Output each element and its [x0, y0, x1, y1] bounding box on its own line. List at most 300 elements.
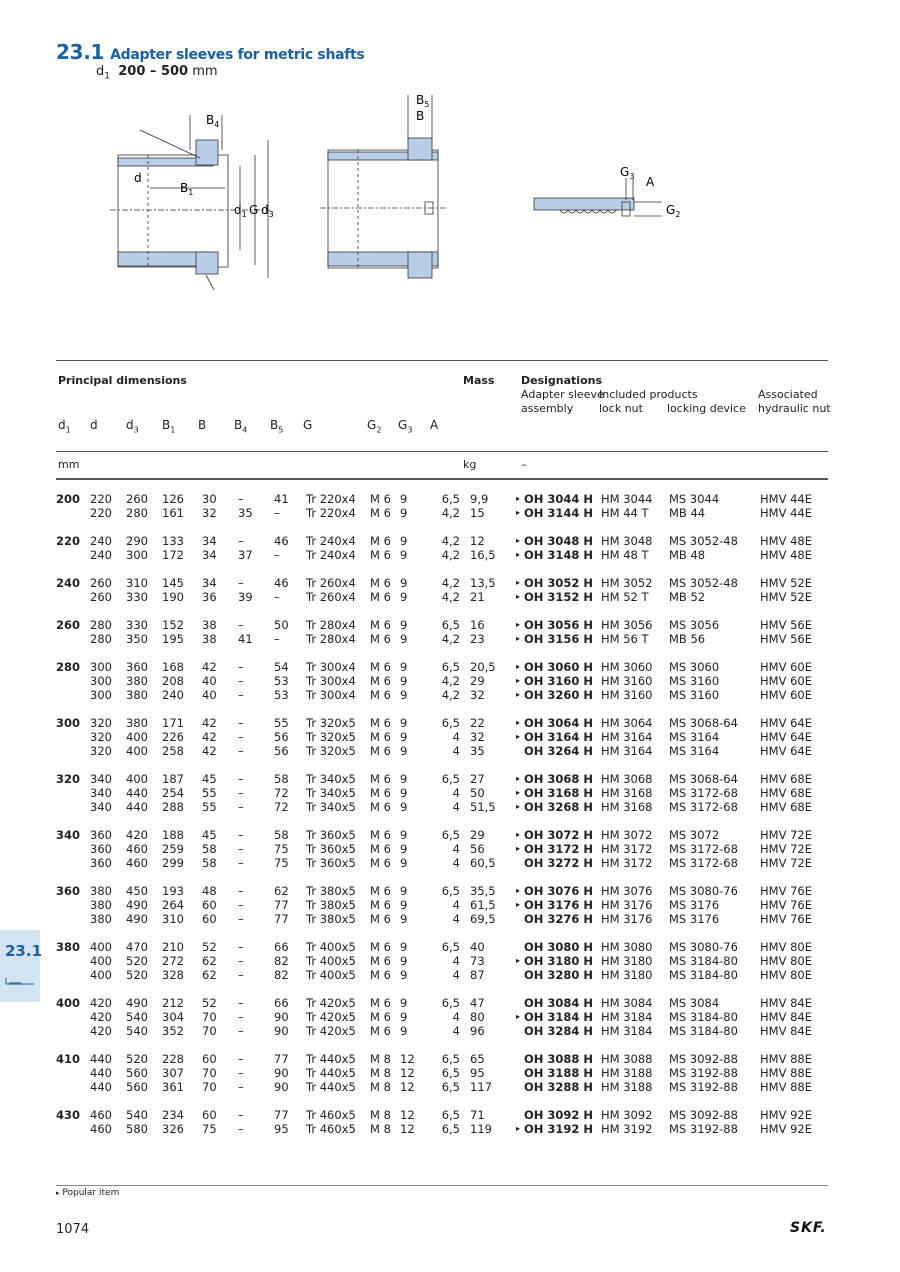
cell-hn: HMV 68E	[760, 786, 812, 800]
cell-g2: M 8	[370, 1080, 391, 1094]
cell-ln: HM 3168	[601, 800, 653, 814]
popular-marker: ▸	[515, 886, 520, 895]
cell-b4: –	[238, 856, 244, 870]
cell-ld: MS 3192-88	[669, 1080, 738, 1094]
cell-b: 34	[202, 534, 217, 548]
cell-a: 4	[452, 730, 460, 744]
cell-a: 6,5	[441, 1066, 460, 1080]
popular-marker: ▸	[515, 1012, 520, 1021]
cell-g2: M 6	[370, 730, 391, 744]
cell-g3: 9	[400, 590, 408, 604]
cell-b4: –	[238, 1066, 244, 1080]
cell-ln: HM 3172	[601, 842, 653, 856]
cell-ld: MS 3184-80	[669, 968, 738, 982]
cell-b5: 95	[274, 1122, 289, 1136]
table-row	[56, 1094, 820, 1122]
cell-g2: M 8	[370, 1052, 391, 1066]
cell-b4: –	[238, 884, 244, 898]
cell-b: 38	[202, 618, 217, 632]
col-symbol: B	[270, 418, 279, 432]
cell-asm: OH 3180 H	[524, 954, 594, 968]
cell-ld: MS 3172-68	[669, 800, 738, 814]
table-row	[56, 800, 820, 814]
label-d: d	[134, 171, 142, 185]
popular-marker: ▸	[515, 592, 520, 601]
cell-b5: 58	[274, 772, 289, 786]
cell-b1: 240	[162, 688, 184, 702]
cell-b: 60	[202, 912, 217, 926]
col-subscript: 3	[133, 425, 139, 435]
cell-g: Tr 440x5	[306, 1080, 356, 1094]
cell-g2: M 6	[370, 856, 391, 870]
popular-marker: ▸	[515, 788, 520, 797]
cell-b4: –	[238, 800, 244, 814]
cell-g: Tr 440x5	[306, 1066, 356, 1080]
cell-asm: OH 3164 H	[524, 730, 594, 744]
popular-marker: ▸	[515, 550, 520, 559]
header-mid-rule	[56, 451, 828, 452]
cell-g3: 9	[400, 800, 408, 814]
popular-marker: ▸	[515, 802, 520, 811]
table-row	[56, 702, 820, 730]
cell-b: 36	[202, 590, 217, 604]
cell-b5: 55	[274, 716, 289, 730]
header-adapter-line2: assembly	[521, 402, 574, 415]
col-symbol: d	[90, 418, 98, 432]
cell-b5: –	[274, 548, 280, 562]
cell-ln: HM 3176	[601, 898, 653, 912]
cell-d: 360	[90, 828, 112, 842]
cell-d1	[56, 1080, 90, 1094]
header-mass: Mass	[463, 374, 495, 387]
cell-b4: –	[238, 660, 244, 674]
cell-g3: 9	[400, 772, 408, 786]
cell-a: 6,5	[441, 716, 460, 730]
table-row	[56, 968, 820, 982]
cell-d: 440	[90, 1066, 112, 1080]
cell-ld: MS 3184-80	[669, 1010, 738, 1024]
cell-mass: 87	[470, 968, 485, 982]
cell-d3: 280	[126, 506, 148, 520]
cell-asm: OH 3080 H	[524, 940, 594, 954]
cell-asm: OH 3276 H	[524, 912, 594, 926]
label-b: B	[416, 109, 425, 123]
cell-hn: HMV 80E	[760, 968, 812, 982]
cell-b5: 77	[274, 912, 289, 926]
table-row	[56, 814, 820, 842]
cell-asm: OH 3188 H	[524, 1066, 594, 1080]
cell-b1: 193	[162, 884, 184, 898]
cell-asm: OH 3144 H	[524, 506, 594, 520]
cell-hn: HMV 48E	[760, 534, 812, 548]
cell-g3: 9	[400, 884, 408, 898]
cell-mass: 47	[470, 996, 485, 1010]
cell-hn: HMV 84E	[760, 1010, 812, 1024]
cell-b4: –	[238, 730, 244, 744]
side-tab-label: 23.1	[5, 942, 43, 960]
cell-hn: HMV 72E	[760, 828, 812, 842]
cell-g2: M 6	[370, 996, 391, 1010]
cell-d3: 490	[126, 996, 148, 1010]
col-header-0	[58, 418, 71, 437]
cell-d: 240	[90, 548, 112, 562]
cell-b1: 210	[162, 940, 184, 954]
cell-b1: 328	[162, 968, 184, 982]
popular-marker	[512, 1066, 524, 1080]
section-title-text: Adapter sleeves for metric shafts	[110, 47, 365, 63]
cell-ln: HM 3188	[601, 1066, 653, 1080]
cell-a: 4,2	[441, 632, 460, 646]
cell-b4: –	[238, 772, 244, 786]
cell-ln: HM 3168	[601, 786, 653, 800]
cell-d: 300	[90, 688, 112, 702]
section-side-tab[interactable]	[0, 930, 43, 1002]
cell-hn: HMV 60E	[760, 688, 812, 702]
cell-g: Tr 320x5	[306, 730, 356, 744]
cell-b: 62	[202, 968, 217, 982]
cell-a: 4	[452, 786, 460, 800]
cell-asm: OH 3084 H	[524, 996, 594, 1010]
popular-marker: ▸	[515, 536, 520, 545]
cell-g3: 9	[400, 744, 408, 758]
cell-g3: 9	[400, 492, 408, 506]
table-row	[56, 604, 820, 632]
cell-b1: 304	[162, 1010, 184, 1024]
header-locking-device: locking device	[667, 402, 746, 415]
cell-hn: HMV 92E	[760, 1122, 812, 1136]
cell-d: 360	[90, 842, 112, 856]
table-row	[56, 646, 820, 674]
cell-ld: MS 3184-80	[669, 954, 738, 968]
cell-mass: 16	[470, 618, 485, 632]
cell-b: 45	[202, 772, 217, 786]
cell-d3: 350	[126, 632, 148, 646]
cell-hn: HMV 56E	[760, 618, 812, 632]
cell-g3: 9	[400, 716, 408, 730]
cell-ld: MS 3068-64	[669, 716, 738, 730]
cell-g: Tr 260x4	[306, 590, 356, 604]
cell-hn: HMV 64E	[760, 730, 812, 744]
cell-mass: 29	[470, 674, 485, 688]
cell-b4: –	[238, 996, 244, 1010]
cell-mass: 16,5	[470, 548, 496, 562]
cell-asm: OH 3052 H	[524, 576, 594, 590]
col-subscript: 2	[376, 425, 382, 435]
cell-a: 4,2	[441, 534, 460, 548]
cell-g2: M 6	[370, 772, 391, 786]
cell-mass: 96	[470, 1024, 485, 1038]
cell-g3: 9	[400, 632, 408, 646]
cell-g2: M 6	[370, 548, 391, 562]
cell-asm: OH 3156 H	[524, 632, 594, 646]
cell-mass: 29	[470, 828, 485, 842]
cell-ln: HM 3080	[601, 940, 653, 954]
cell-g2: M 6	[370, 940, 391, 954]
cell-b5: 66	[274, 940, 289, 954]
table-row	[56, 1066, 820, 1080]
cell-mass: 32	[470, 730, 485, 744]
cell-b: 60	[202, 1108, 217, 1122]
cell-d1: 410	[56, 1052, 81, 1066]
col-subscript: 3	[407, 425, 413, 435]
cell-b1: 264	[162, 898, 184, 912]
table-row	[56, 590, 820, 604]
cell-d3: 450	[126, 884, 148, 898]
cell-g: Tr 300x4	[306, 688, 356, 702]
cell-ld: MS 3092-88	[669, 1108, 738, 1122]
cell-b1: 310	[162, 912, 184, 926]
cell-b5: 77	[274, 1108, 289, 1122]
cell-b5: 66	[274, 996, 289, 1010]
cell-g2: M 6	[370, 716, 391, 730]
cell-d1	[56, 1066, 90, 1080]
cell-ld: MS 3072	[669, 828, 720, 842]
header-included-products: Included products	[599, 388, 698, 401]
cell-b: 52	[202, 940, 217, 954]
col-symbol: d	[126, 418, 134, 432]
cell-d1	[56, 968, 90, 982]
cell-b: 30	[202, 492, 217, 506]
cell-a: 6,5	[441, 1052, 460, 1066]
cell-g: Tr 340x5	[306, 772, 356, 786]
cell-hn: HMV 80E	[760, 954, 812, 968]
cell-d3: 440	[126, 800, 148, 814]
cell-b1: 161	[162, 506, 184, 520]
cell-g: Tr 420x5	[306, 1010, 356, 1024]
cell-b5: –	[274, 590, 280, 604]
cell-g: Tr 400x5	[306, 940, 356, 954]
cell-hn: HMV 64E	[760, 716, 812, 730]
cell-mass: 9,9	[470, 492, 489, 506]
col-header-2	[126, 418, 139, 437]
cell-b: 42	[202, 660, 217, 674]
cell-d3: 520	[126, 1052, 148, 1066]
cell-b5: 56	[274, 744, 289, 758]
cell-hn: HMV 60E	[760, 674, 812, 688]
cell-b5: 82	[274, 968, 289, 982]
unit-dash: –	[521, 458, 527, 471]
cell-g3: 9	[400, 828, 408, 842]
cell-g2: M 6	[370, 828, 391, 842]
cell-b1: 126	[162, 492, 184, 506]
cell-g2: M 6	[370, 842, 391, 856]
header-associated-line1: Associated	[758, 388, 818, 401]
cell-b5: 90	[274, 1080, 289, 1094]
cell-d1	[56, 674, 90, 688]
cell-ln: HM 3180	[601, 968, 653, 982]
cell-ln: HM 3064	[601, 716, 653, 730]
cell-b5: 58	[274, 828, 289, 842]
col-symbol: B	[234, 418, 243, 432]
popular-marker	[512, 744, 524, 758]
cell-d3: 470	[126, 940, 148, 954]
cell-asm: OH 3268 H	[524, 800, 594, 814]
cell-g2: M 6	[370, 786, 391, 800]
cell-mass: 80	[470, 1010, 485, 1024]
cell-mass: 32	[470, 688, 485, 702]
cell-hn: HMV 56E	[760, 632, 812, 646]
cell-ln: HM 3084	[601, 996, 653, 1010]
cell-a: 6,5	[441, 772, 460, 786]
cell-b4: 35	[238, 506, 253, 520]
cell-b4: –	[238, 786, 244, 800]
cell-mass: 40	[470, 940, 485, 954]
cell-asm: OH 3048 H	[524, 534, 594, 548]
popular-marker	[512, 1094, 524, 1122]
popular-marker	[512, 926, 524, 954]
cell-asm: OH 3088 H	[524, 1052, 594, 1066]
cell-b4: –	[238, 912, 244, 926]
cell-ln: HM 3060	[601, 660, 653, 674]
popular-marker: ▸	[515, 690, 520, 699]
cell-a: 4	[452, 968, 460, 982]
popular-marker: ▸	[515, 620, 520, 629]
cell-g3: 9	[400, 940, 408, 954]
cell-d3: 380	[126, 688, 148, 702]
cell-asm: OH 3068 H	[524, 772, 594, 786]
cell-g: Tr 280x4	[306, 618, 356, 632]
table-row	[56, 1038, 820, 1066]
cell-b1: 208	[162, 674, 184, 688]
cell-mass: 95	[470, 1066, 485, 1080]
cell-ld: MS 3184-80	[669, 1024, 738, 1038]
cell-g: Tr 380x5	[306, 912, 356, 926]
table-row	[56, 674, 820, 688]
cell-ld: MS 3164	[669, 730, 720, 744]
sleeve-with-locknut-drawing	[320, 90, 450, 300]
table-row	[56, 1122, 820, 1136]
cell-d: 380	[90, 898, 112, 912]
cell-b1: 226	[162, 730, 184, 744]
popular-marker: ▸	[515, 732, 520, 741]
cell-g: Tr 240x4	[306, 548, 356, 562]
cell-b: 34	[202, 548, 217, 562]
cell-g3: 9	[400, 618, 408, 632]
cell-b5: 46	[274, 534, 289, 548]
cell-g2: M 6	[370, 506, 391, 520]
cell-b5: 56	[274, 730, 289, 744]
label-b1: $B_1$	[180, 181, 194, 197]
section-number: 23.1	[56, 40, 105, 64]
cell-d: 320	[90, 744, 112, 758]
cell-g2: M 6	[370, 1010, 391, 1024]
cell-b4: –	[238, 1024, 244, 1038]
cell-ld: MS 3172-68	[669, 842, 738, 856]
cell-b: 34	[202, 576, 217, 590]
cell-b4: –	[238, 954, 244, 968]
cell-mass: 60,5	[470, 856, 496, 870]
cell-g2: M 6	[370, 688, 391, 702]
col-symbol: B	[162, 418, 171, 432]
cell-a: 6,5	[441, 996, 460, 1010]
cell-ld: MB 48	[669, 548, 706, 562]
footnote	[56, 1188, 119, 1198]
cell-hn: HMV 72E	[760, 856, 812, 870]
cell-hn: HMV 88E	[760, 1066, 812, 1080]
cell-b: 70	[202, 1010, 217, 1024]
col-header-8	[367, 418, 381, 437]
header-principal-dimensions: Principal dimensions	[58, 374, 187, 387]
cell-d: 420	[90, 1024, 112, 1038]
cell-d1	[56, 688, 90, 702]
cell-b5: 75	[274, 856, 289, 870]
cell-hn: HMV 60E	[760, 660, 812, 674]
cell-a: 6,5	[441, 940, 460, 954]
cell-d: 340	[90, 786, 112, 800]
cell-g: Tr 240x4	[306, 534, 356, 548]
cell-ld: MS 3172-68	[669, 786, 738, 800]
cell-mass: 13,5	[470, 576, 496, 590]
cell-d3: 580	[126, 1122, 148, 1136]
cell-d3: 460	[126, 856, 148, 870]
cell-g2: M 6	[370, 492, 391, 506]
cell-b1: 195	[162, 632, 184, 646]
cell-ln: HM 3184	[601, 1024, 653, 1038]
popular-marker	[512, 1080, 524, 1094]
label-b4: $B_4$	[206, 113, 220, 129]
cell-b4: –	[238, 688, 244, 702]
cell-d3: 310	[126, 576, 148, 590]
cell-b: 48	[202, 884, 217, 898]
cell-asm: OH 3076 H	[524, 884, 594, 898]
cell-b1: 272	[162, 954, 184, 968]
cell-d3: 520	[126, 954, 148, 968]
cell-d3: 560	[126, 1066, 148, 1080]
cell-asm: OH 3160 H	[524, 674, 594, 688]
popular-marker: ▸	[515, 1124, 520, 1133]
cell-d1	[56, 590, 90, 604]
cell-b5: 72	[274, 786, 289, 800]
cell-g: Tr 460x5	[306, 1108, 356, 1122]
header-associated-line2: hydraulic nut	[758, 402, 831, 415]
cell-d: 280	[90, 632, 112, 646]
popular-marker: ▸	[515, 676, 520, 685]
popular-marker: ▸	[515, 508, 520, 517]
unit-kg: kg	[463, 458, 477, 471]
cell-b1: 188	[162, 828, 184, 842]
cell-b4: –	[238, 576, 244, 590]
cell-g3: 9	[400, 660, 408, 674]
cell-d1	[56, 744, 90, 758]
cell-d1: 280	[56, 660, 81, 674]
cell-ln: HM 52 T	[601, 590, 649, 604]
cell-b: 75	[202, 1122, 217, 1136]
cell-g2: M 6	[370, 800, 391, 814]
cell-ld: MS 3192-88	[669, 1066, 738, 1080]
label-g3: $G_3$	[620, 165, 635, 181]
cell-asm: OH 3264 H	[524, 744, 594, 758]
cell-a: 4	[452, 912, 460, 926]
cell-b5: 77	[274, 898, 289, 912]
cell-b5: 46	[274, 576, 289, 590]
cell-g: Tr 420x5	[306, 1024, 356, 1038]
cell-g: Tr 360x5	[306, 842, 356, 856]
cell-d: 400	[90, 954, 112, 968]
cell-g3: 12	[400, 1080, 415, 1094]
cell-b1: 172	[162, 548, 184, 562]
popular-marker: ▸	[56, 1189, 60, 1197]
col-symbol: A	[430, 418, 439, 432]
cell-mass: 27	[470, 772, 485, 786]
skf-logo: SKF.	[790, 1220, 827, 1236]
cell-ln: HM 3160	[601, 688, 653, 702]
col-header-10	[430, 418, 438, 437]
range-unit: mm	[192, 64, 218, 79]
cell-b1: 234	[162, 1108, 184, 1122]
cell-b1: 187	[162, 772, 184, 786]
section-title	[56, 40, 364, 64]
cell-asm: OH 3056 H	[524, 618, 594, 632]
